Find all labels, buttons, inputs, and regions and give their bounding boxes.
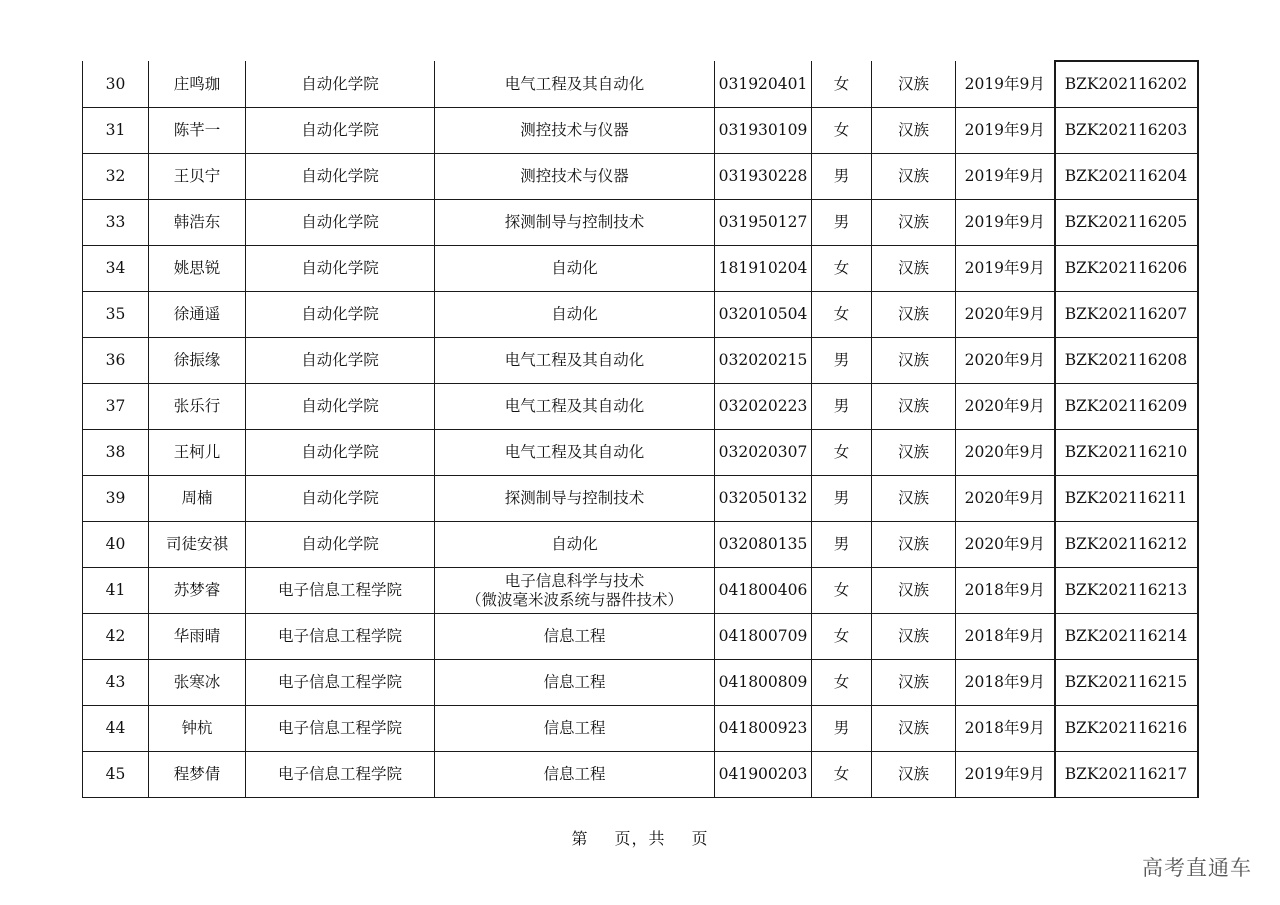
college-cell: 自动化学院 [246,384,435,430]
roster-body [83,61,1198,798]
enrollment-date-cell: 2020年9月 [956,476,1055,522]
row-number-cell: 42 [83,614,149,660]
ethnicity-cell: 汉族 [872,108,956,154]
major-cell [435,476,715,522]
major-cell [435,568,715,614]
major-line: 自动化 [551,535,598,553]
ethnicity-cell: 汉族 [872,246,956,292]
enrollment-date-cell: 2020年9月 [956,522,1055,568]
enrollment-date-cell: 2020年9月 [956,292,1055,338]
student-id-cell: 181910204 [715,246,812,292]
student-name-cell: 华雨晴 [149,614,246,660]
gender-cell: 女 [812,660,872,706]
ethnicity-cell: 汉族 [872,614,956,660]
table-row [83,154,1198,200]
table-row [83,338,1198,384]
college-cell: 自动化学院 [246,154,435,200]
major-cell [435,430,715,476]
gender-cell: 男 [812,154,872,200]
certificate-number-cell: BZK202116214 [1055,614,1198,660]
table-row [83,522,1198,568]
major-line: 测控技术与仪器 [520,167,629,185]
student-roster-table [82,60,1199,798]
major-line: 测控技术与仪器 [520,121,629,139]
enrollment-date-cell: 2018年9月 [956,568,1055,614]
major-line: 信息工程 [543,765,606,783]
major-line: 电气工程及其自动化 [504,74,645,93]
student-id-cell: 041800406 [715,568,812,614]
student-id-cell: 032050132 [715,476,812,522]
student-id-cell: 041800923 [715,706,812,752]
row-number-cell: 35 [83,292,149,338]
certificate-number-cell: BZK202116205 [1055,200,1198,246]
gender-cell: 男 [812,384,872,430]
enrollment-date-cell: 2019年9月 [956,154,1055,200]
gender-cell: 女 [812,568,872,614]
enrollment-date-cell: 2019年9月 [956,108,1055,154]
college-cell: 电子信息工程学院 [246,614,435,660]
enrollment-date-cell: 2019年9月 [956,752,1055,798]
student-name-cell: 程梦倩 [149,752,246,798]
enrollment-date-cell: 2018年9月 [956,614,1055,660]
certificate-number-cell: BZK202116217 [1055,752,1198,798]
student-name-cell: 钟杭 [149,706,246,752]
student-name-cell: 陈芊一 [149,108,246,154]
gender-cell: 男 [812,338,872,384]
major-line: （微波毫米波系统与器件技术） [465,590,683,609]
certificate-number-cell: BZK202116206 [1055,246,1198,292]
table-row [83,292,1198,338]
certificate-number-cell: BZK202116203 [1055,108,1198,154]
student-name-cell: 苏梦睿 [149,568,246,614]
student-id-cell: 031920401 [715,61,812,108]
table-row [83,430,1198,476]
page-footer [0,826,1280,849]
table-row [83,660,1198,706]
major-line: 信息工程 [543,719,606,737]
major-line: 探测制导与控制技术 [504,489,645,507]
gender-cell: 男 [812,706,872,752]
row-number-cell: 44 [83,706,149,752]
college-cell: 自动化学院 [246,338,435,384]
certificate-number-cell: BZK202116207 [1055,292,1198,338]
certificate-number-cell: BZK202116215 [1055,660,1198,706]
major-line: 信息工程 [543,673,606,691]
gender-cell: 男 [812,476,872,522]
row-number-cell: 38 [83,430,149,476]
student-id-cell: 041800709 [715,614,812,660]
row-number-cell: 45 [83,752,149,798]
table-row [83,568,1198,614]
watermark-logo-text: 高考直通车 [1142,856,1252,880]
student-id-cell: 032020223 [715,384,812,430]
major-line: 电气工程及其自动化 [504,351,645,369]
major-line: 信息工程 [543,627,606,645]
certificate-number-cell: BZK202116210 [1055,430,1198,476]
major-cell [435,614,715,660]
student-name-cell: 张乐行 [149,384,246,430]
ethnicity-cell: 汉族 [872,568,956,614]
gender-cell: 男 [812,200,872,246]
enrollment-date-cell: 2019年9月 [956,61,1055,108]
major-line: 自动化 [551,305,598,323]
certificate-number-cell: BZK202116204 [1055,154,1198,200]
gender-cell: 女 [812,430,872,476]
student-name-cell: 司徒安祺 [149,522,246,568]
major-cell [435,154,715,200]
footer-page-suffix: 页，共 [614,829,666,848]
footer-page-label: 第 [571,829,589,848]
table-row [83,61,1198,108]
row-number-cell: 33 [83,200,149,246]
student-id-cell: 041800809 [715,660,812,706]
college-cell: 电子信息工程学院 [246,660,435,706]
college-cell: 电子信息工程学院 [246,568,435,614]
ethnicity-cell: 汉族 [872,752,956,798]
enrollment-date-cell: 2020年9月 [956,338,1055,384]
student-id-cell: 032020215 [715,338,812,384]
student-name-cell: 庄鸣珈 [149,61,246,108]
enrollment-date-cell: 2020年9月 [956,430,1055,476]
college-cell: 自动化学院 [246,200,435,246]
student-name-cell: 徐振缘 [149,338,246,384]
major-cell [435,752,715,798]
ethnicity-cell: 汉族 [872,338,956,384]
student-name-cell: 王贝宁 [149,154,246,200]
major-cell [435,108,715,154]
ethnicity-cell: 汉族 [872,430,956,476]
student-id-cell: 032010504 [715,292,812,338]
major-line: 自动化 [551,259,598,277]
college-cell: 自动化学院 [246,246,435,292]
gender-cell: 女 [812,752,872,798]
student-name-cell: 周楠 [149,476,246,522]
ethnicity-cell: 汉族 [872,384,956,430]
student-id-cell: 031930228 [715,154,812,200]
certificate-number-cell: BZK202116209 [1055,384,1198,430]
footer-total-suffix: 页 [691,829,709,848]
major-cell [435,292,715,338]
row-number-cell: 41 [83,568,149,614]
table-row [83,200,1198,246]
certificate-number-cell: BZK202116208 [1055,338,1198,384]
major-line: 探测制导与控制技术 [504,213,645,231]
table-row [83,384,1198,430]
enrollment-date-cell: 2019年9月 [956,200,1055,246]
college-cell: 自动化学院 [246,430,435,476]
row-number-cell: 37 [83,384,149,430]
student-name-cell: 张寒冰 [149,660,246,706]
ethnicity-cell: 汉族 [872,154,956,200]
major-cell [435,246,715,292]
table-row [83,614,1198,660]
row-number-cell: 43 [83,660,149,706]
gender-cell: 女 [812,614,872,660]
major-cell [435,338,715,384]
certificate-number-cell: BZK202116213 [1055,568,1198,614]
row-number-cell: 40 [83,522,149,568]
ethnicity-cell: 汉族 [872,660,956,706]
major-cell [435,384,715,430]
certificate-number-cell: BZK202116216 [1055,706,1198,752]
gender-cell: 女 [812,61,872,108]
gender-cell: 女 [812,108,872,154]
certificate-number-cell: BZK202116202 [1055,61,1198,108]
enrollment-date-cell: 2020年9月 [956,384,1055,430]
college-cell: 自动化学院 [246,108,435,154]
student-name-cell: 姚思锐 [149,246,246,292]
college-cell: 自动化学院 [246,522,435,568]
major-cell [435,200,715,246]
major-line: 电气工程及其自动化 [504,443,645,461]
major-cell [435,61,715,108]
ethnicity-cell: 汉族 [872,200,956,246]
gender-cell: 女 [812,246,872,292]
row-number-cell: 32 [83,154,149,200]
student-name-cell: 徐通遥 [149,292,246,338]
table-row [83,752,1198,798]
row-number-cell: 31 [83,108,149,154]
row-number-cell: 34 [83,246,149,292]
certificate-number-cell: BZK202116212 [1055,522,1198,568]
ethnicity-cell: 汉族 [872,706,956,752]
enrollment-date-cell: 2019年9月 [956,246,1055,292]
gender-cell: 女 [812,292,872,338]
table-row [83,246,1198,292]
ethnicity-cell: 汉族 [872,522,956,568]
college-cell: 自动化学院 [246,476,435,522]
enrollment-date-cell: 2018年9月 [956,706,1055,752]
major-line: 电子信息科学与技术 [504,571,645,590]
row-number-cell: 30 [83,61,149,108]
enrollment-date-cell: 2018年9月 [956,660,1055,706]
student-id-cell: 041900203 [715,752,812,798]
major-cell [435,522,715,568]
student-name-cell: 韩浩东 [149,200,246,246]
gender-cell: 男 [812,522,872,568]
major-cell [435,660,715,706]
college-cell: 电子信息工程学院 [246,706,435,752]
table-row [83,706,1198,752]
college-cell: 自动化学院 [246,61,435,108]
college-cell: 自动化学院 [246,292,435,338]
major-cell [435,706,715,752]
student-id-cell: 032020307 [715,430,812,476]
major-line: 电气工程及其自动化 [504,397,645,415]
roster-sheet [82,60,1197,798]
student-id-cell: 031930109 [715,108,812,154]
table-row [83,476,1198,522]
table-row [83,108,1198,154]
ethnicity-cell: 汉族 [872,61,956,108]
ethnicity-cell: 汉族 [872,292,956,338]
student-id-cell: 032080135 [715,522,812,568]
college-cell: 电子信息工程学院 [246,752,435,798]
row-number-cell: 39 [83,476,149,522]
row-number-cell: 36 [83,338,149,384]
student-name-cell: 王柯儿 [149,430,246,476]
ethnicity-cell: 汉族 [872,476,956,522]
student-id-cell: 031950127 [715,200,812,246]
certificate-number-cell: BZK202116211 [1055,476,1198,522]
